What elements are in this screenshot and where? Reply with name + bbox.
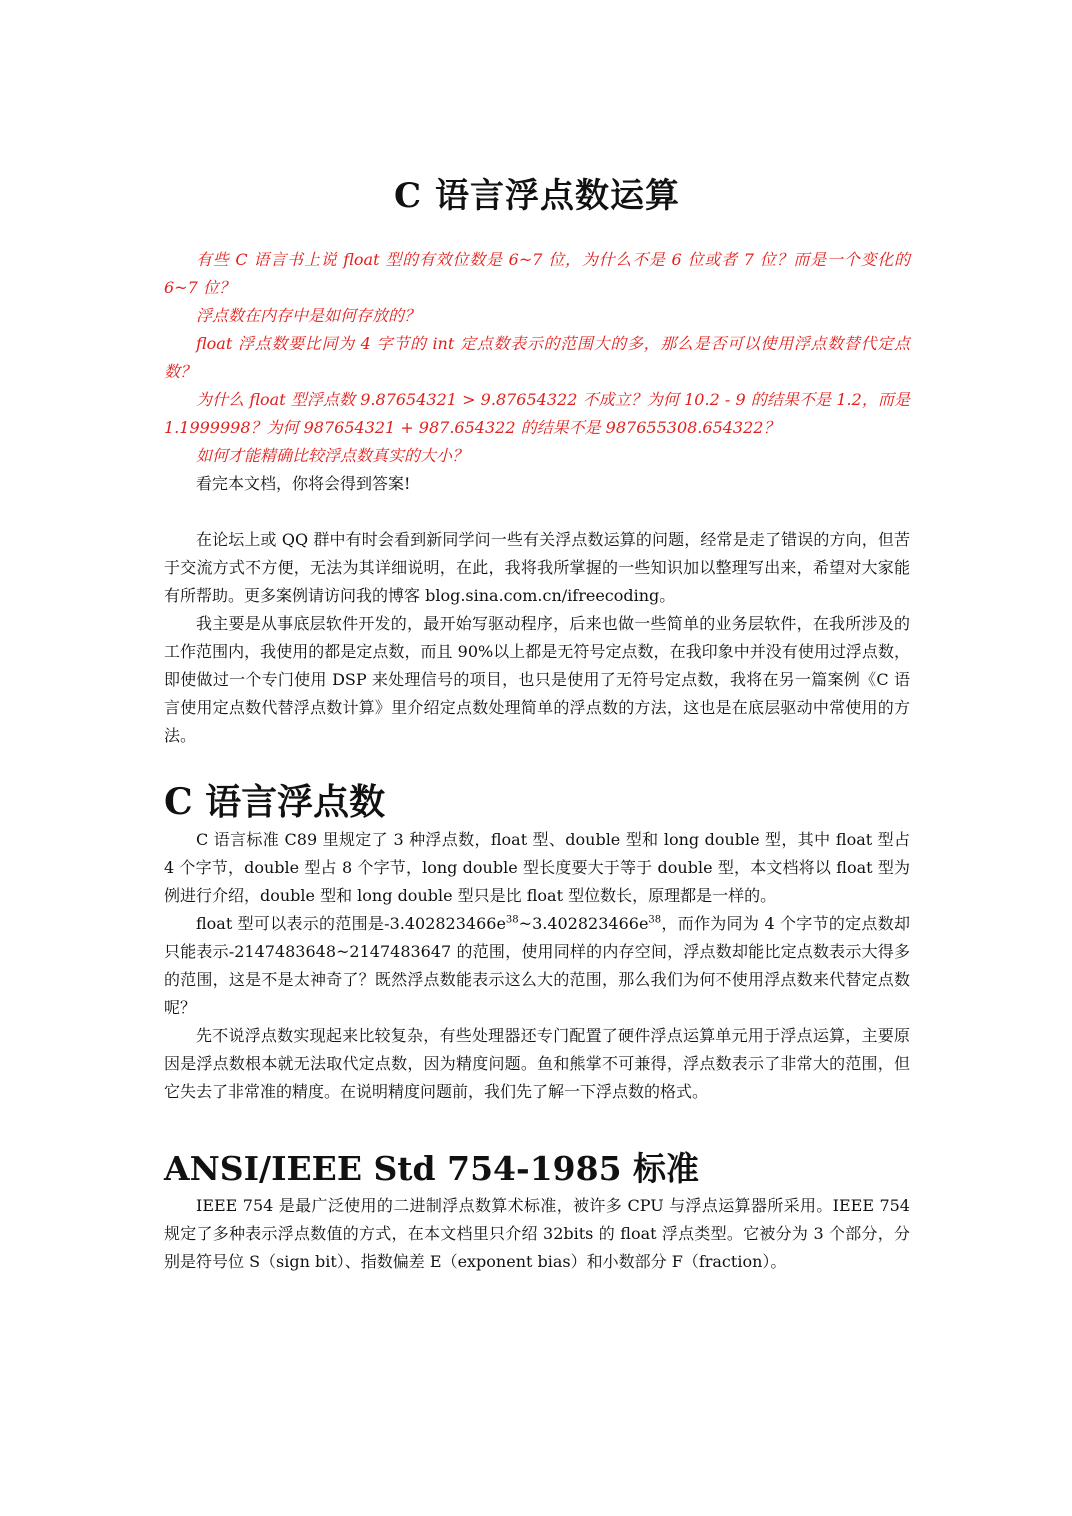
range-text-c: ，而作为同为 4 个字节的定点数却只能表示-2147483648~2147483647 的范围，使用同样的内存空间，浮点数却能比定点数表示大得多的范围，这是不是太神奇了？既然浮点数能表示这么大的范围，那么我们为何不使用浮点数来代替定点数呢？ <box>164 914 910 1017</box>
document-title: C 语言浮点数运算 <box>394 176 680 216</box>
exponent: 38 <box>505 914 519 926</box>
question-item: 为什么 float 型浮点数 9.87654321 > 9.87654322 不成立？为何 10.2 - 9 的结果不是 1.2，而是 1.1999998？为何 987654321 + 987.654322 的结果不是 987655308.654322？ <box>164 390 910 437</box>
exponent: 38 <box>648 914 662 926</box>
question-item: 浮点数在内存中是如何存放的？ <box>196 306 421 325</box>
question-item: 如何才能精确比较浮点数真实的大小？ <box>196 446 469 465</box>
section-ieee754-body <box>164 1192 910 1276</box>
question-list <box>164 246 910 498</box>
body-paragraph: 先不说浮点数实现起来比较复杂，有些处理器还专门配置了硬件浮点运算单元用于浮点运算，主要原因是浮点数根本就无法取代定点数，因为精度问题。鱼和熊掌不可兼得，浮点数表示了非常大的范围，但它失去了非常准的精度。在说明精度问题前，我们先了解一下浮点数的格式。 <box>164 1026 910 1101</box>
document-content <box>164 168 910 1276</box>
body-paragraph-range <box>164 910 910 1022</box>
intro-paragraph: 我主要是从事底层软件开发的，最开始写驱动程序，后来也做一些简单的业务层软件，在我所涉及的工作范围内，我使用的都是定点数，而且 90%以上都是无符号定点数，在我印象中并没有使用过浮点数，即使做过一个专门使用 DSP 来处理信号的项目，也只是使用了无符号定点数，我将在另一篇案例《C 语言使用定点数代替浮点数计算》里介绍定点数处理简单的浮点数的方法，这也是在底层驱动中常使用的方法。 <box>164 614 910 745</box>
question-item: 有些 C 语言书上说 float 型的有效位数是 6~7 位，为什么不是 6 位或者 7 位？而是一个变化的 6~7 位？ <box>164 250 910 297</box>
closing-line: 看完本文档，你将会得到答案! <box>196 474 411 493</box>
range-text-b: ~3.402823466e <box>518 914 649 933</box>
intro-paragraph: 在论坛上或 QQ 群中有时会看到新同学问一些有关浮点数运算的问题，经常是走了错误的方向，但苦于交流方式不方便，无法为其详细说明，在此，我将我所掌握的一些知识加以整理写出来，希望对大家能有所帮助。更多案例请访问我的博客 blog.sina.com.cn/ifreecoding。 <box>164 530 910 605</box>
section-heading-ieee754: ANSI/IEEE Std 754-1985 标准 <box>164 1149 700 1188</box>
question-item: float 浮点数要比同为 4 字节的 int 定点数表示的范围大的多，那么是否可以使用浮点数替代定点数？ <box>164 334 910 381</box>
body-paragraph: IEEE 754 是最广泛使用的二进制浮点数算术标准，被许多 CPU 与浮点运算器所采用。IEEE 754 规定了多种表示浮点数值的方式，在本文档里只介绍 32bits 的 float 浮点类型。它被分为 3 个部分，分别是符号位 S（sign bit）、指数偏差 E（exponent bias）和小数部分 F（fraction）。 <box>164 1196 910 1271</box>
intro-section <box>164 526 910 750</box>
spacer <box>164 498 910 526</box>
range-text-a: float 型可以表示的范围是-3.402823466e <box>196 914 506 933</box>
section-heading-c-float: C 语言浮点数 <box>164 781 386 823</box>
body-paragraph: C 语言标准 C89 里规定了 3 种浮点数，float 型、double 型和 long double 型，其中 float 型占 4 个字节，double 型占 8 个字节，long double 型长度要大于等于 double 型，本文档将以 float 型为例进行介绍，double 型和 long double 型只是比 float 型位数长，原理都是一样的。 <box>164 830 910 905</box>
section-c-float-body <box>164 826 910 1106</box>
